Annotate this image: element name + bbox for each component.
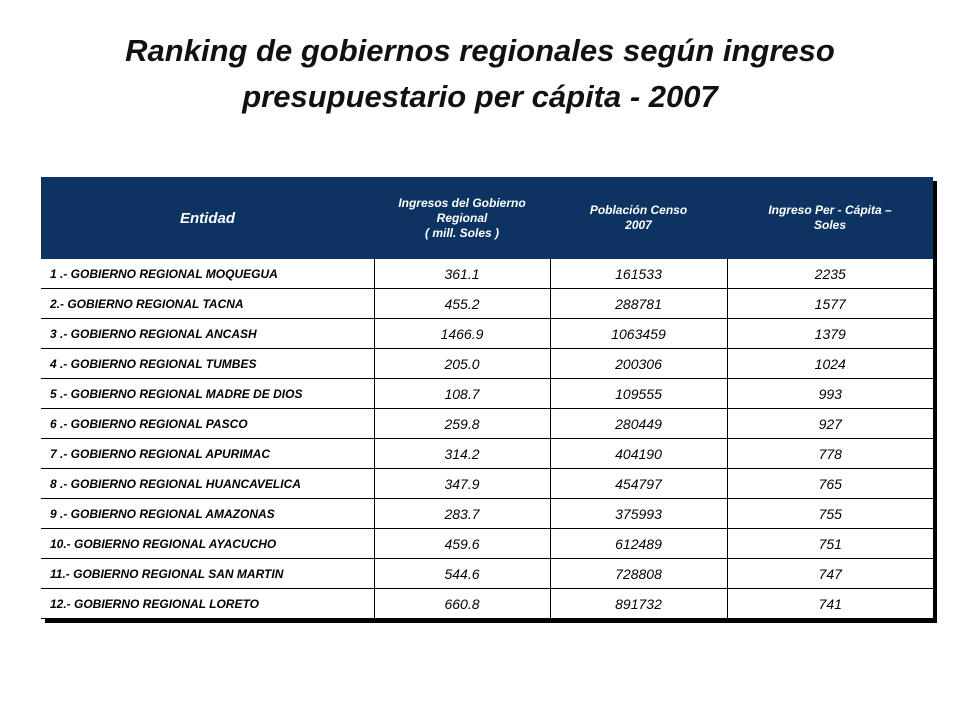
cell-poblacion: 288781 — [550, 289, 727, 319]
cell-percapita: 927 — [727, 409, 933, 439]
cell-entidad: 3 .- GOBIERNO REGIONAL ANCASH — [41, 319, 374, 349]
cell-entidad: 10.- GOBIERNO REGIONAL AYACUCHO — [41, 529, 374, 559]
cell-entidad: 5 .- GOBIERNO REGIONAL MADRE DE DIOS — [41, 379, 374, 409]
cell-percapita: 778 — [727, 439, 933, 469]
ranking-table — [41, 177, 933, 619]
page-title-line-2: presupuestario per cápita - 2007 — [242, 79, 718, 114]
cell-ingresos: 205.0 — [374, 349, 550, 379]
cell-poblacion: 280449 — [550, 409, 727, 439]
cell-poblacion: 891732 — [550, 589, 727, 619]
table-row — [41, 529, 933, 559]
cell-poblacion: 454797 — [550, 469, 727, 499]
header-ingresos-line: ( mill. Soles ) — [424, 225, 499, 240]
cell-ingresos: 660.8 — [374, 589, 550, 619]
table-row — [41, 319, 933, 349]
header-percapita-line: Soles — [813, 218, 846, 232]
cell-percapita: 2235 — [727, 259, 933, 289]
table-row — [41, 469, 933, 499]
cell-entidad: 9 .- GOBIERNO REGIONAL AMAZONAS — [41, 499, 374, 529]
cell-percapita: 993 — [727, 379, 933, 409]
table-row — [41, 439, 933, 469]
cell-poblacion: 612489 — [550, 529, 727, 559]
table-header-row — [41, 177, 933, 259]
cell-ingresos: 455.2 — [374, 289, 550, 319]
cell-ingresos: 544.6 — [374, 559, 550, 589]
cell-entidad: 1 .- GOBIERNO REGIONAL MOQUEGUA — [41, 259, 374, 289]
cell-poblacion: 1063459 — [550, 319, 727, 349]
cell-percapita: 755 — [727, 499, 933, 529]
header-ingresos — [374, 177, 550, 259]
cell-entidad: 2.- GOBIERNO REGIONAL TACNA — [41, 289, 374, 319]
cell-poblacion: 109555 — [550, 379, 727, 409]
header-percapita-line: Ingreso Per - Cápita – — [768, 203, 892, 217]
cell-entidad: 12.- GOBIERNO REGIONAL LORETO — [41, 589, 374, 619]
cell-poblacion: 200306 — [550, 349, 727, 379]
table-row — [41, 349, 933, 379]
cell-entidad: 8 .- GOBIERNO REGIONAL HUANCAVELICA — [41, 469, 374, 499]
table-row — [41, 289, 933, 319]
cell-poblacion: 375993 — [550, 499, 727, 529]
cell-poblacion: 728808 — [550, 559, 727, 589]
cell-percapita: 747 — [727, 559, 933, 589]
cell-ingresos: 259.8 — [374, 409, 550, 439]
header-entidad: Entidad — [41, 177, 374, 259]
table-row — [41, 499, 933, 529]
header-poblacion-line: Población Censo — [589, 203, 688, 217]
cell-poblacion: 161533 — [550, 259, 727, 289]
table-row — [41, 379, 933, 409]
cell-entidad: 4 .- GOBIERNO REGIONAL TUMBES — [41, 349, 374, 379]
cell-ingresos: 314.2 — [374, 439, 550, 469]
cell-ingresos: 361.1 — [374, 259, 550, 289]
table-row — [41, 259, 933, 289]
page-title — [30, 28, 930, 120]
table-row — [41, 559, 933, 589]
ranking-table-container — [41, 177, 933, 619]
cell-entidad: 7 .- GOBIERNO REGIONAL APURIMAC — [41, 439, 374, 469]
cell-ingresos: 283.7 — [374, 499, 550, 529]
cell-percapita: 751 — [727, 529, 933, 559]
header-ingresos-line: Ingresos del Gobierno — [398, 195, 526, 210]
cell-ingresos: 347.9 — [374, 469, 550, 499]
cell-percapita: 765 — [727, 469, 933, 499]
cell-poblacion: 404190 — [550, 439, 727, 469]
header-poblacion — [550, 177, 727, 259]
header-poblacion-line: 2007 — [625, 218, 652, 232]
cell-entidad: 11.- GOBIERNO REGIONAL SAN MARTIN — [41, 559, 374, 589]
cell-entidad: 6 .- GOBIERNO REGIONAL PASCO — [41, 409, 374, 439]
table-row — [41, 589, 933, 619]
cell-ingresos: 459.6 — [374, 529, 550, 559]
cell-ingresos: 108.7 — [374, 379, 550, 409]
cell-percapita: 1379 — [727, 319, 933, 349]
header-percapita — [727, 177, 933, 259]
cell-ingresos: 1466.9 — [374, 319, 550, 349]
page-title-line-1: Ranking de gobiernos regionales según ingreso — [125, 33, 835, 68]
header-ingresos-line: Regional — [436, 210, 488, 225]
cell-percapita: 741 — [727, 589, 933, 619]
cell-percapita: 1577 — [727, 289, 933, 319]
cell-percapita: 1024 — [727, 349, 933, 379]
table-row — [41, 409, 933, 439]
